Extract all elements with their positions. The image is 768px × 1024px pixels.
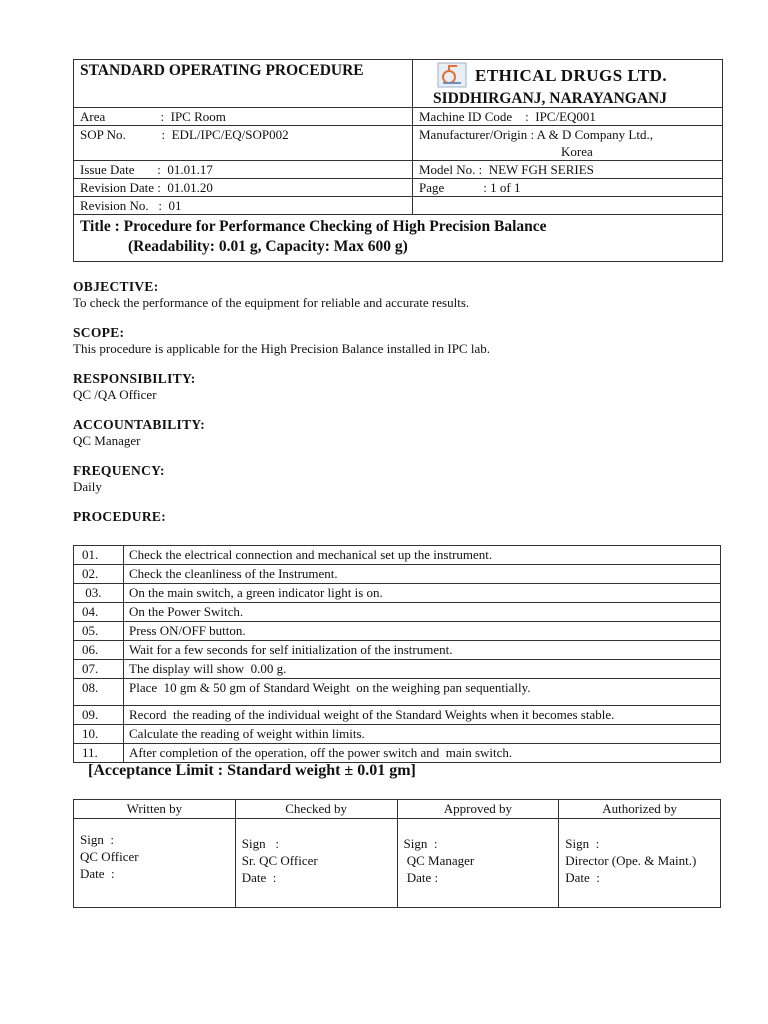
step-text: On the Power Switch. xyxy=(124,603,721,622)
step-number: 06. xyxy=(74,641,124,660)
authorized-by-cell xyxy=(559,819,721,908)
step-number: 05. xyxy=(74,622,124,641)
accountability-text: QC Manager xyxy=(73,433,141,448)
manufacturer-country: Korea xyxy=(561,144,593,159)
responsibility-text: QC /QA Officer xyxy=(73,387,157,402)
sop-title-cell xyxy=(74,60,413,108)
model-no-field: Model No. : NEW FGH SERIES xyxy=(413,161,723,179)
date-label: Date : xyxy=(403,870,439,885)
table-row xyxy=(74,641,721,660)
step-number: 07. xyxy=(74,660,124,679)
table-row xyxy=(74,603,721,622)
approved-by-header: Approved by xyxy=(397,800,559,819)
revision-no-field: Revision No. : 01 xyxy=(74,197,413,215)
scope-heading: SCOPE: xyxy=(73,325,125,340)
signer-role: Director (Ope. & Maint.) xyxy=(565,853,697,868)
table-row xyxy=(74,660,721,679)
step-number: 09. xyxy=(74,706,124,725)
sop-no-field: SOP No. : EDL/IPC/EQ/SOP002 xyxy=(74,126,413,161)
step-number: 04. xyxy=(74,603,124,622)
machine-id-field: Machine ID Code : IPC/EQ001 xyxy=(413,108,723,126)
sections xyxy=(73,279,723,539)
header-table xyxy=(73,59,723,262)
scope-text: This procedure is applicable for the High Precision Balance installed in IPC lab. xyxy=(73,341,490,356)
responsibility-heading: RESPONSIBILITY: xyxy=(73,371,196,386)
step-text: Press ON/OFF button. xyxy=(124,622,721,641)
document-subtitle: (Readability: 0.01 g, Capacity: Max 600 g) xyxy=(128,238,408,255)
step-number: 03. xyxy=(74,584,124,603)
step-text: The display will show 0.00 g. xyxy=(124,660,721,679)
sop-title: STANDARD OPERATING PROCEDURE xyxy=(80,62,364,79)
signer-role: Sr. QC Officer xyxy=(241,853,318,868)
scope-section xyxy=(73,325,723,357)
written-by-cell xyxy=(74,819,236,908)
step-text: Record the reading of the individual weight of the Standard Weights when it becomes stable. xyxy=(124,706,721,725)
sign-label: Sign : xyxy=(403,836,438,851)
frequency-text: Daily xyxy=(73,479,102,494)
step-number: 10. xyxy=(74,725,124,744)
area-field: Area : IPC Room xyxy=(74,108,413,126)
procedure-heading: PROCEDURE: xyxy=(73,509,166,524)
step-text: Wait for a few seconds for self initialization of the instrument. xyxy=(124,641,721,660)
table-row xyxy=(74,565,721,584)
table-row xyxy=(74,744,721,763)
page-field: Page : 1 of 1 xyxy=(413,179,723,197)
accountability-heading: ACCOUNTABILITY: xyxy=(73,417,206,432)
date-label: Date : xyxy=(80,866,115,881)
step-number: 01. xyxy=(74,546,124,565)
document-title-cell xyxy=(74,215,723,262)
acceptance-limit: [Acceptance Limit : Standard weight ± 0.01 gm] xyxy=(88,762,416,779)
step-number: 11. xyxy=(74,744,124,763)
revision-date-field: Revision Date : 01.01.20 xyxy=(74,179,413,197)
table-row xyxy=(74,725,721,744)
written-by-header: Written by xyxy=(74,800,236,819)
table-row xyxy=(74,546,721,565)
signer-role: QC Manager xyxy=(403,853,475,868)
issue-date-field: Issue Date : 01.01.17 xyxy=(74,161,413,179)
procedure-table xyxy=(73,545,721,763)
step-text: Check the electrical connection and mechanical set up the instrument. xyxy=(124,546,721,565)
manufacturer-field: Manufacturer/Origin : A & D Company Ltd., xyxy=(419,127,653,142)
checked-by-header: Checked by xyxy=(235,800,397,819)
approved-by-cell xyxy=(397,819,559,908)
signer-role: QC Officer xyxy=(80,849,139,864)
table-row xyxy=(74,706,721,725)
company-logo-icon xyxy=(437,62,467,88)
objective-section xyxy=(73,279,723,311)
sign-label: Sign : xyxy=(80,832,114,847)
company-cell xyxy=(413,60,723,108)
step-text: Calculate the reading of weight within limits. xyxy=(124,725,721,744)
checked-by-cell xyxy=(235,819,397,908)
procedure-section xyxy=(73,509,723,525)
table-row xyxy=(74,622,721,641)
step-text: On the main switch, a green indicator light is on. xyxy=(124,584,721,603)
date-label: Date : xyxy=(565,870,600,885)
step-text: Check the cleanliness of the Instrument. xyxy=(124,565,721,584)
objective-heading: OBJECTIVE: xyxy=(73,279,159,294)
empty-cell xyxy=(413,197,723,215)
step-number: 02. xyxy=(74,565,124,584)
frequency-heading: FREQUENCY: xyxy=(73,463,165,478)
objective-text: To check the performance of the equipment for reliable and accurate results. xyxy=(73,295,470,310)
date-label: Date : xyxy=(241,870,277,885)
sign-label: Sign : xyxy=(565,836,600,851)
company-name: ETHICAL DRUGS LTD. xyxy=(475,65,668,85)
company-location: SIDDHIRGANJ, NARAYANGANJ xyxy=(433,90,667,107)
table-row xyxy=(74,679,721,706)
responsibility-section xyxy=(73,371,723,403)
step-text: Place 10 gm & 50 gm of Standard Weight on the weighing pan sequentially. xyxy=(124,679,721,706)
document-title: Title : Procedure for Performance Checking of High Precision Balance xyxy=(80,218,547,235)
frequency-section xyxy=(73,463,723,495)
manufacturer-cell xyxy=(413,126,723,161)
accountability-section xyxy=(73,417,723,449)
step-text: After completion of the operation, off the power switch and main switch. xyxy=(124,744,721,763)
authorized-by-header: Authorized by xyxy=(559,800,721,819)
table-row xyxy=(74,584,721,603)
step-number: 08. xyxy=(74,679,124,706)
signature-table xyxy=(73,799,721,908)
sign-label: Sign : xyxy=(241,836,279,851)
